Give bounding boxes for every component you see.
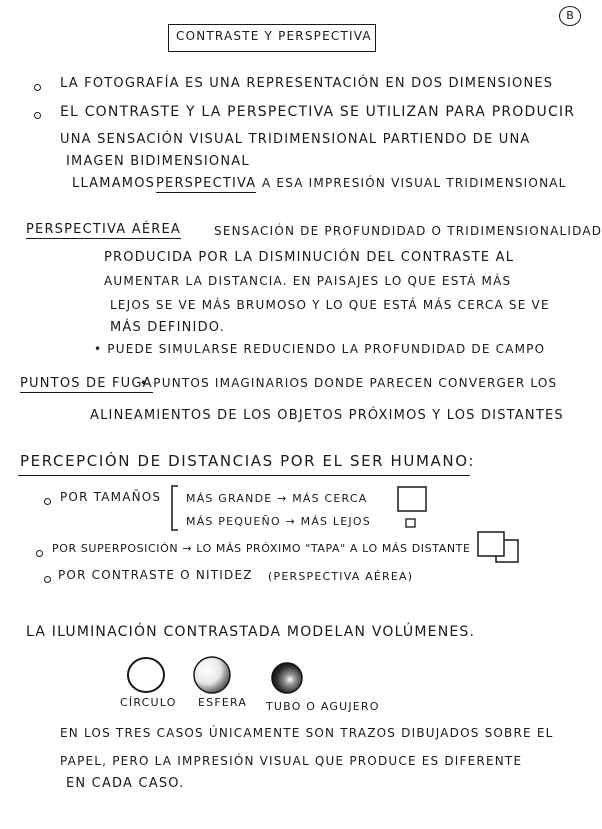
circle-drawing <box>128 658 164 692</box>
aerial-line-3: AUMENTAR LA DISTANCIA. EN PAISAJES LO QUE ESTÁ MÁS <box>104 274 512 288</box>
aerial-line-4: LEJOS SE VE MÁS BRUMOSO Y LO QUE ESTÁ MÁS CERCA SE VE <box>110 298 550 312</box>
big-square-icon <box>398 487 426 511</box>
vanishing-line-2: ALINEAMIENTOS DE LOS OBJETOS PRÓXIMOS Y LOS DISTANTES <box>90 408 564 423</box>
aerial-line-1: SENSACIÓN DE PROFUNDIDAD O TRIDIMENSIONALIDAD <box>214 224 602 238</box>
overlap-text: POR SUPERPOSICIÓN → LO MÁS PRÓXIMO "TAPA" A LO MÁS DISTANTE <box>52 542 471 555</box>
aerial-heading: PERSPECTIVA AÉREA <box>26 222 181 237</box>
intro-line-5c: A ESA IMPRESIÓN VISUAL TRIDIMENSIONAL <box>262 176 567 190</box>
closing-line-3: EN CADA CASO. <box>66 776 185 791</box>
intro-line-4: IMAGEN BIDIMENSIONAL <box>66 154 250 169</box>
page-title: CONTRASTE Y PERSPECTIVA <box>176 29 372 43</box>
contrast-text: POR CONTRASTE O NITIDEZ <box>58 568 253 582</box>
perspective-term: PERSPECTIVA <box>156 176 257 191</box>
aerial-line-6: • PUEDE SIMULARSE REDUCIENDO LA PROFUNDIDAD DE CAMPO <box>94 342 546 356</box>
vanishing-line-1: • PUNTOS IMAGINARIOS DONDE PARECEN CONVERGER LOS <box>140 376 558 390</box>
vanishing-heading: PUNTOS DE FUGA <box>20 376 153 391</box>
size-big: MÁS GRANDE → MÁS CERCA <box>186 492 368 505</box>
intro-line-5a: LLAMAMOS <box>72 176 156 191</box>
size-small: MÁS PEQUEÑO → MÁS LEJOS <box>186 515 371 528</box>
sphere-drawing <box>194 657 230 693</box>
intro-line-1: LA FOTOGRAFÍA ES UNA REPRESENTACIÓN EN DOS DIMENSIONES <box>60 76 554 91</box>
contrast-note: (PERSPECTIVA AÉREA) <box>268 570 414 583</box>
closing-line-2: PAPEL, PERO LA IMPRESIÓN VISUAL QUE PRODUCE ES DIFERENTE <box>60 754 523 768</box>
label-tube: TUBO O AGUJERO <box>266 700 380 713</box>
label-circle: CÍRCULO <box>120 696 177 709</box>
small-square-icon <box>406 519 415 527</box>
intro-line-2: EL CONTRASTE Y LA PERSPECTIVA SE UTILIZAN PARA PRODUCIR <box>60 104 576 120</box>
size-bracket <box>172 486 178 530</box>
aerial-line-5: MÁS DEFINIDO. <box>110 320 226 335</box>
tube-drawing <box>272 663 302 693</box>
closing-line-1: EN LOS TRES CASOS ÚNICAMENTE SON TRAZOS DIBUJADOS SOBRE EL <box>60 726 554 740</box>
size-label: POR TAMAÑOS <box>60 490 162 504</box>
intro-line-3: UNA SENSACIÓN VISUAL TRIDIMENSIONAL PARTIENDO DE UNA <box>60 132 531 147</box>
page-number: B <box>559 6 581 26</box>
aerial-line-2: PRODUCIDA POR LA DISMINUCIÓN DEL CONTRASTE AL <box>104 250 515 265</box>
front-square-icon <box>478 532 504 556</box>
perception-heading: PERCEPCIÓN DE DISTANCIAS POR EL SER HUMANO: <box>20 452 476 470</box>
label-sphere: ESFERA <box>198 696 248 709</box>
lighting-heading: LA ILUMINACIÓN CONTRASTADA MODELAN VOLÚMENES. <box>26 624 476 640</box>
